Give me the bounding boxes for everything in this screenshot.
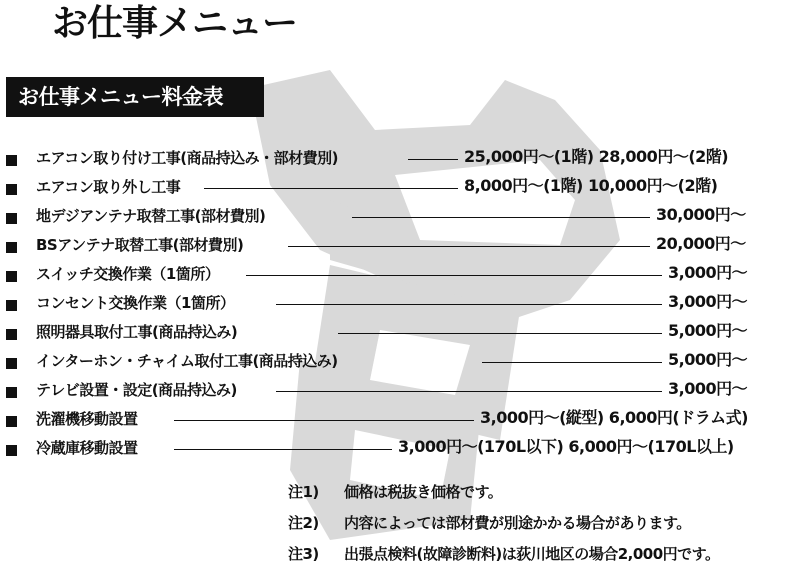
note-label: 注3) bbox=[288, 545, 319, 563]
list-item bbox=[0, 145, 804, 173]
bullet-icon bbox=[6, 184, 17, 195]
item-price: 8,000円〜(1階) 10,000円〜(2階) bbox=[464, 176, 718, 195]
item-label: テレビ設置・設定(商品持込み) bbox=[36, 381, 237, 399]
note-item bbox=[288, 543, 719, 565]
item-label: 冷蔵庫移動設置 bbox=[36, 439, 138, 457]
note-label: 注2) bbox=[288, 514, 319, 532]
leader-line bbox=[276, 304, 662, 305]
list-item bbox=[0, 377, 804, 405]
item-price: 25,000円〜(1階) 28,000円〜(2階) bbox=[464, 147, 729, 166]
item-label: コンセント交換作業（1箇所） bbox=[36, 294, 235, 312]
leader-line bbox=[352, 217, 650, 218]
note-text: 内容によっては部材費が別途かかる場合があります。 bbox=[344, 514, 691, 532]
bullet-icon bbox=[6, 300, 17, 311]
item-price: 20,000円〜 bbox=[656, 234, 746, 253]
note-text: 出張点検料(故障診断料)は荻川地区の場合2,000円です。 bbox=[344, 545, 720, 563]
leader-line bbox=[288, 246, 650, 247]
leader-line bbox=[174, 449, 392, 450]
list-item bbox=[0, 174, 804, 202]
item-price: 5,000円〜 bbox=[668, 321, 748, 340]
leader-line bbox=[204, 188, 458, 189]
list-item bbox=[0, 319, 804, 347]
bullet-icon bbox=[6, 387, 17, 398]
item-label: エアコン取り付け工事(商品持込み・部材費別) bbox=[36, 149, 338, 167]
item-label: スイッチ交換作業（1箇所） bbox=[36, 265, 220, 283]
list-item bbox=[0, 290, 804, 318]
leader-line bbox=[174, 420, 474, 421]
note-label: 注1) bbox=[288, 483, 319, 501]
item-price: 30,000円〜 bbox=[656, 205, 746, 224]
item-price: 3,000円〜 bbox=[668, 292, 748, 311]
item-label: 地デジアンテナ取替工事(部材費別) bbox=[36, 207, 266, 225]
list-item bbox=[0, 406, 804, 434]
note-text: 価格は税抜き価格です。 bbox=[344, 483, 503, 501]
bullet-icon bbox=[6, 271, 17, 282]
bullet-icon bbox=[6, 358, 17, 369]
item-label: 照明器具取付工事(商品持込み) bbox=[36, 323, 238, 341]
list-item bbox=[0, 232, 804, 260]
list-item bbox=[0, 348, 804, 376]
leader-line bbox=[276, 391, 662, 392]
item-price: 3,000円〜 bbox=[668, 263, 748, 282]
item-label: BSアンテナ取替工事(部材費別) bbox=[36, 236, 244, 254]
note-item bbox=[288, 512, 691, 534]
bullet-icon bbox=[6, 155, 17, 166]
note-item bbox=[288, 481, 502, 503]
item-price: 3,000円〜(縦型) 6,000円(ドラム式) bbox=[480, 408, 748, 427]
bullet-icon bbox=[6, 416, 17, 427]
bullet-icon bbox=[6, 213, 17, 224]
item-label: エアコン取り外し工事 bbox=[36, 178, 181, 196]
list-item bbox=[0, 203, 804, 231]
leader-line bbox=[338, 333, 662, 334]
item-price: 5,000円〜 bbox=[668, 350, 748, 369]
price-table-banner bbox=[6, 77, 264, 117]
item-label: インターホン・チャイム取付工事(商品持込み) bbox=[36, 352, 338, 370]
item-price: 3,000円〜 bbox=[668, 379, 748, 398]
list-item bbox=[0, 435, 804, 463]
item-label: 洗濯機移動設置 bbox=[36, 410, 138, 428]
bullet-icon bbox=[6, 329, 17, 340]
menu-list bbox=[0, 140, 804, 470]
item-price: 3,000円〜(170L以下) 6,000円〜(170L以上) bbox=[398, 437, 734, 456]
leader-line bbox=[408, 159, 458, 160]
bullet-icon bbox=[6, 242, 17, 253]
bullet-icon bbox=[6, 445, 17, 456]
leader-line bbox=[482, 362, 662, 363]
page-title: お仕事メニュー bbox=[52, 3, 298, 44]
list-item bbox=[0, 261, 804, 289]
leader-line bbox=[246, 275, 662, 276]
banner-title: お仕事メニュー料金表 bbox=[18, 85, 223, 109]
